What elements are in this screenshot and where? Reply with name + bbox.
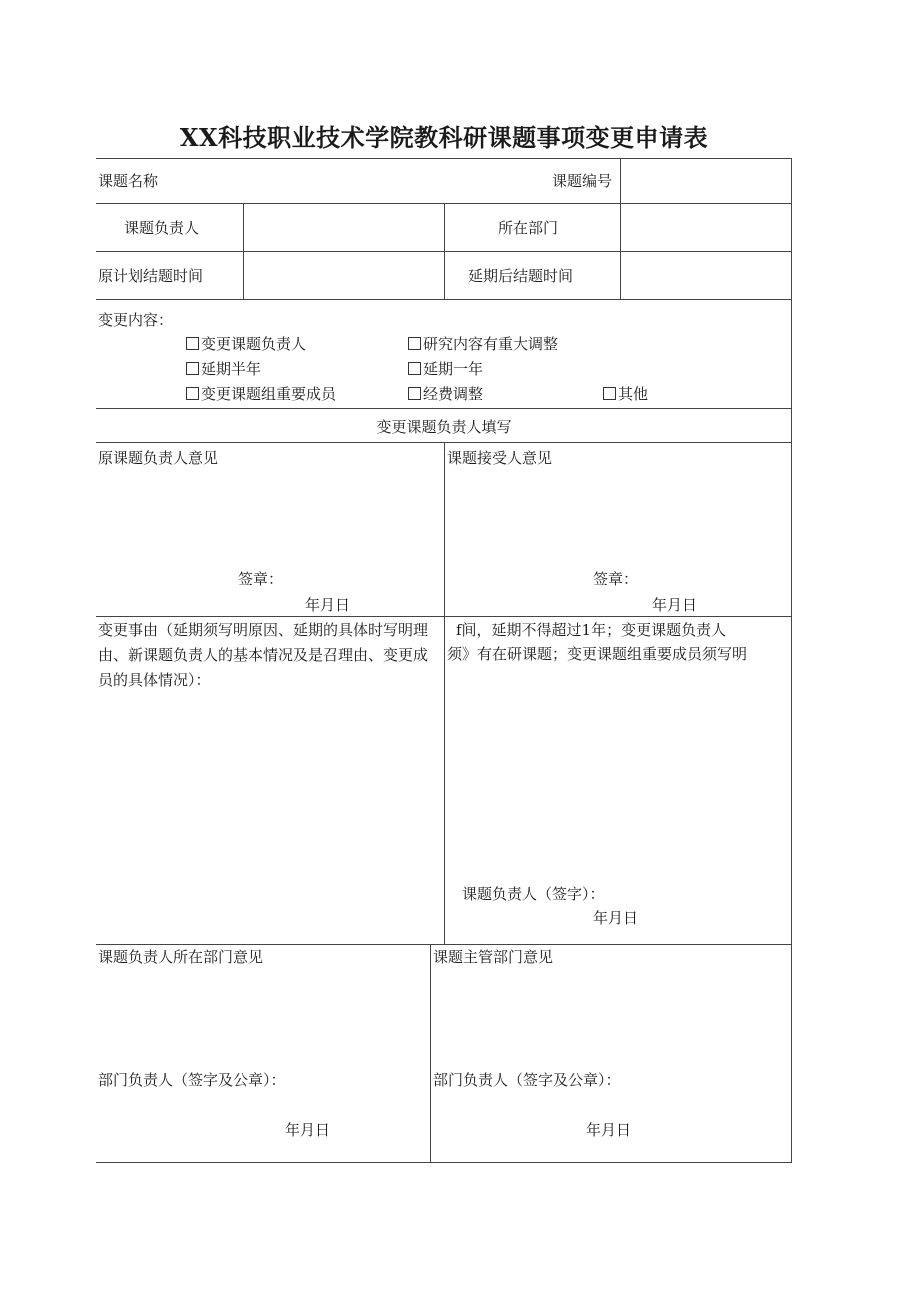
receiver-opinion-label: 课题接受人意见 [447,449,553,467]
change-reason-label: 变更事由（延期须写明原因、延期的具体时写明理由、新课题负责人的基本情况及是召理由、变更成员的具体情况）： [98,621,429,689]
extended-end-time-label: 延期后结题时间 [468,267,574,285]
dept-head-signature-label: 部门负责人（签字及公章）： [98,1071,286,1089]
option-change-members[interactable]: 变更课题组重要成员 [186,385,336,403]
receiver-seal: 签章： [593,570,639,588]
dept-date: 年月日 [285,1121,331,1139]
project-leader-label: 课题负责人 [124,219,200,237]
checkbox-icon [186,362,199,375]
receiver-date: 年月日 [652,596,698,614]
option-extend-half-year[interactable]: 延期半年 [186,360,261,378]
page-title: XX科技职业技术学院教科研课题事项变更申请表 [179,123,709,152]
option-research-adjust[interactable]: 研究内容有重大调整 [408,335,558,353]
project-name-label: 课题名称 [98,172,159,190]
supervisor-date: 年月日 [586,1121,632,1139]
leader-signature-label: 课题负责人（签字）： [462,885,605,903]
checkbox-icon [186,337,199,350]
original-end-time-label: 原计划结题时间 [98,267,204,285]
leader-section-header: 变更课题负责人填写 [376,418,512,436]
dept-opinion-label: 课题负责人所在部门意见 [98,948,264,966]
change-content-label: 变更内容： [98,311,174,329]
original-leader-date: 年月日 [305,596,351,614]
department-label: 所在部门 [498,219,559,237]
checkbox-icon [408,337,421,350]
checkbox-icon [603,387,616,400]
checkbox-icon [186,387,199,400]
option-budget-adjust[interactable]: 经费调整 [408,385,483,403]
project-number-label: 课题编号 [552,172,613,190]
supervisor-head-signature-label: 部门负责人（签字及公章）： [433,1071,621,1089]
checkbox-icon [408,362,421,375]
checkbox-icon [408,387,421,400]
supervisor-opinion-label: 课题主管部门意见 [433,948,554,966]
option-other[interactable]: 其他 [603,385,648,403]
reason-note-line-1: f间，延期不得超过1年；变更课题负责人 [456,621,727,639]
reason-note-line-2: 须》有在研课题；变更课题组重要成员须写明 [447,645,748,663]
leader-signature-date: 年月日 [593,909,639,927]
original-leader-seal: 签章： [238,570,284,588]
option-change-leader[interactable]: 变更课题负责人 [186,335,306,353]
option-extend-one-year[interactable]: 延期一年 [408,360,483,378]
original-leader-opinion-label: 原课题负责人意见 [98,449,219,467]
